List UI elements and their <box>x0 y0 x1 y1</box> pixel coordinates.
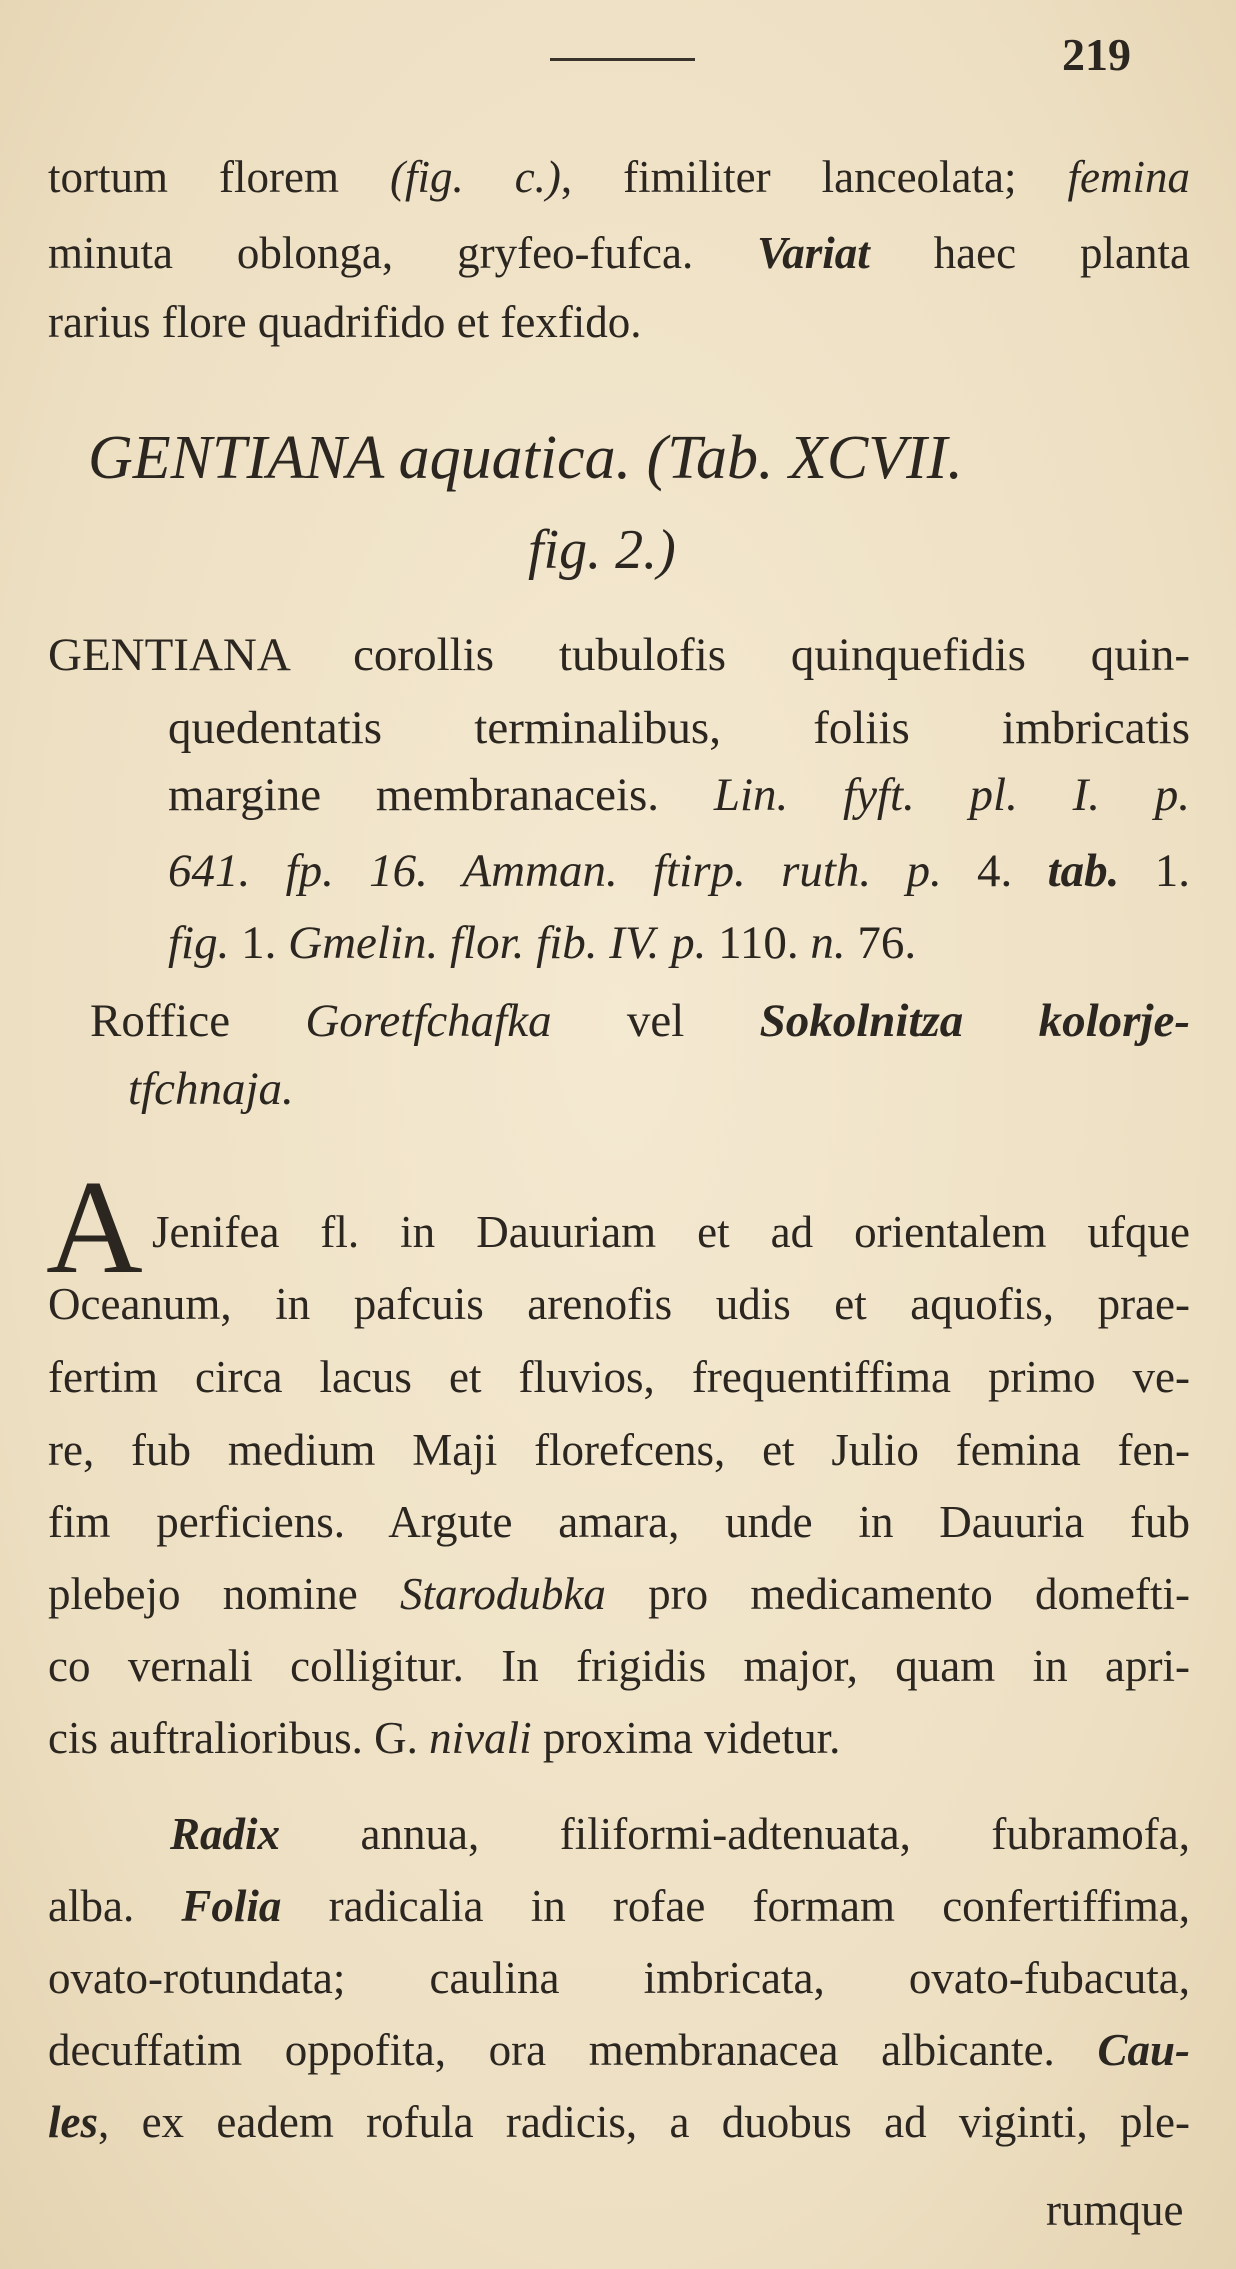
desc-line <box>168 845 1190 897</box>
text-span: Goretfchafka <box>305 995 552 1047</box>
desc-line: quedentatis terminalibus, foliis imbricatis <box>168 702 1190 754</box>
text-span: Radix <box>170 1809 281 1859</box>
text-span: , fimiliter lanceolata; <box>560 152 1068 202</box>
text-span: , ex eadem rofula radicis, a duobus ad viginti, ple- <box>98 2097 1190 2147</box>
text-line: re, fub medium Maji florefcens, et Julio femina fen- <box>48 1425 1190 1475</box>
species-heading-fig: fig. 2.) <box>528 519 676 581</box>
text-span: Roffice <box>90 995 306 1047</box>
text-span: vel <box>551 995 760 1047</box>
text-line <box>48 152 1190 202</box>
desc-line <box>168 769 1190 821</box>
text-span: 110. <box>706 917 811 969</box>
text-span: Starodubka <box>400 1569 606 1619</box>
text-span: rarius flore quadrifido et fexfido. <box>48 297 642 347</box>
text-span: radicalia in rofae formam confertiffima, <box>281 1881 1191 1931</box>
text-span: Folia <box>181 1881 282 1931</box>
text-span: femina <box>1067 152 1190 202</box>
text-line <box>48 1569 1191 1619</box>
text-span: tab. <box>1047 845 1120 897</box>
text-span: tortum florem <box>48 152 390 202</box>
text-line: fim perficiens. Argute amara, unde in Dauuria fub <box>48 1497 1190 1547</box>
text-span: alba. <box>48 1881 182 1931</box>
text-span: minuta oblonga, gryfeo-fufca. <box>48 228 758 278</box>
text-span: Lin. fyft. pl. I. p. <box>713 769 1190 821</box>
text-span: GENTIANA <box>48 629 289 681</box>
drop-cap: A <box>46 1153 143 1301</box>
text-span: pro medicamento domefti- <box>605 1569 1191 1619</box>
text-line <box>48 1713 841 1763</box>
text-span: n. <box>810 917 846 969</box>
text-line: Oceanum, in pafcuis arenofis udis et aquofis, prae- <box>48 1279 1190 1329</box>
text-line: ovato-rotundata; caulina imbricata, ovato-fubacuta, <box>48 1953 1190 2003</box>
species-heading: GENTIANA aquatica. (Tab. XCVII. <box>88 424 963 492</box>
text-line <box>48 228 1190 278</box>
text-line <box>48 2097 1190 2147</box>
text-span: Sokolnitza kolorje- <box>759 995 1190 1047</box>
text-span: margine membranaceis. <box>168 769 714 821</box>
vernacular-line: tfchnaja. <box>128 1063 294 1115</box>
text-span: 1. <box>1119 845 1190 897</box>
text-span: 16. <box>333 845 463 897</box>
text-span: Gmelin. flor. fib. IV. p. <box>288 917 707 969</box>
text-span: nivali <box>429 1713 532 1763</box>
text-span: fig. <box>168 917 230 969</box>
text-line <box>48 2025 1190 2075</box>
text-span: 641. <box>168 845 286 897</box>
text-span: plebejo nomine <box>48 1569 400 1619</box>
text-span: 76. <box>845 917 917 969</box>
text-span: proxima videtur. <box>531 1713 841 1763</box>
text-span: Variat <box>757 228 870 278</box>
text-line <box>170 1809 1190 1859</box>
text-span: les <box>48 2097 98 2147</box>
text-span: (fig. c.) <box>389 152 561 202</box>
desc-line <box>168 917 917 969</box>
vernacular-line <box>90 995 1190 1047</box>
text-span: cis auftralioribus. G. <box>48 1713 430 1763</box>
text-span: haec planta <box>869 228 1190 278</box>
text-line: Jenifea fl. in Dauuriam et ad orientalem ufque <box>152 1207 1190 1257</box>
text-line: co vernali colligitur. In frigidis major, quam in apri- <box>48 1641 1190 1691</box>
text-span: 1. <box>229 917 289 969</box>
text-span: annua, filiformi-adtenuata, fubramofa, <box>280 1809 1190 1859</box>
text-line <box>48 297 642 347</box>
text-span: Amman. ftirp. ruth. p. <box>462 845 942 897</box>
text-line: fertim circa lacus et fluvios, frequentiffima primo ve- <box>48 1352 1190 1402</box>
header-rule <box>550 58 695 61</box>
catchword: rumque <box>1046 2185 1184 2235</box>
page-number: 219 <box>1062 29 1131 80</box>
text-span: corollis tubulofis quinquefidis quin- <box>288 629 1190 681</box>
text-span: decuffatim oppofita, ora membranacea albicante. <box>48 2025 1098 2075</box>
text-line <box>48 1881 1191 1931</box>
text-span: Cau- <box>1097 2025 1190 2075</box>
text-span: fp. <box>285 845 334 897</box>
desc-line <box>48 629 1190 681</box>
text-span: 4. <box>941 845 1048 897</box>
